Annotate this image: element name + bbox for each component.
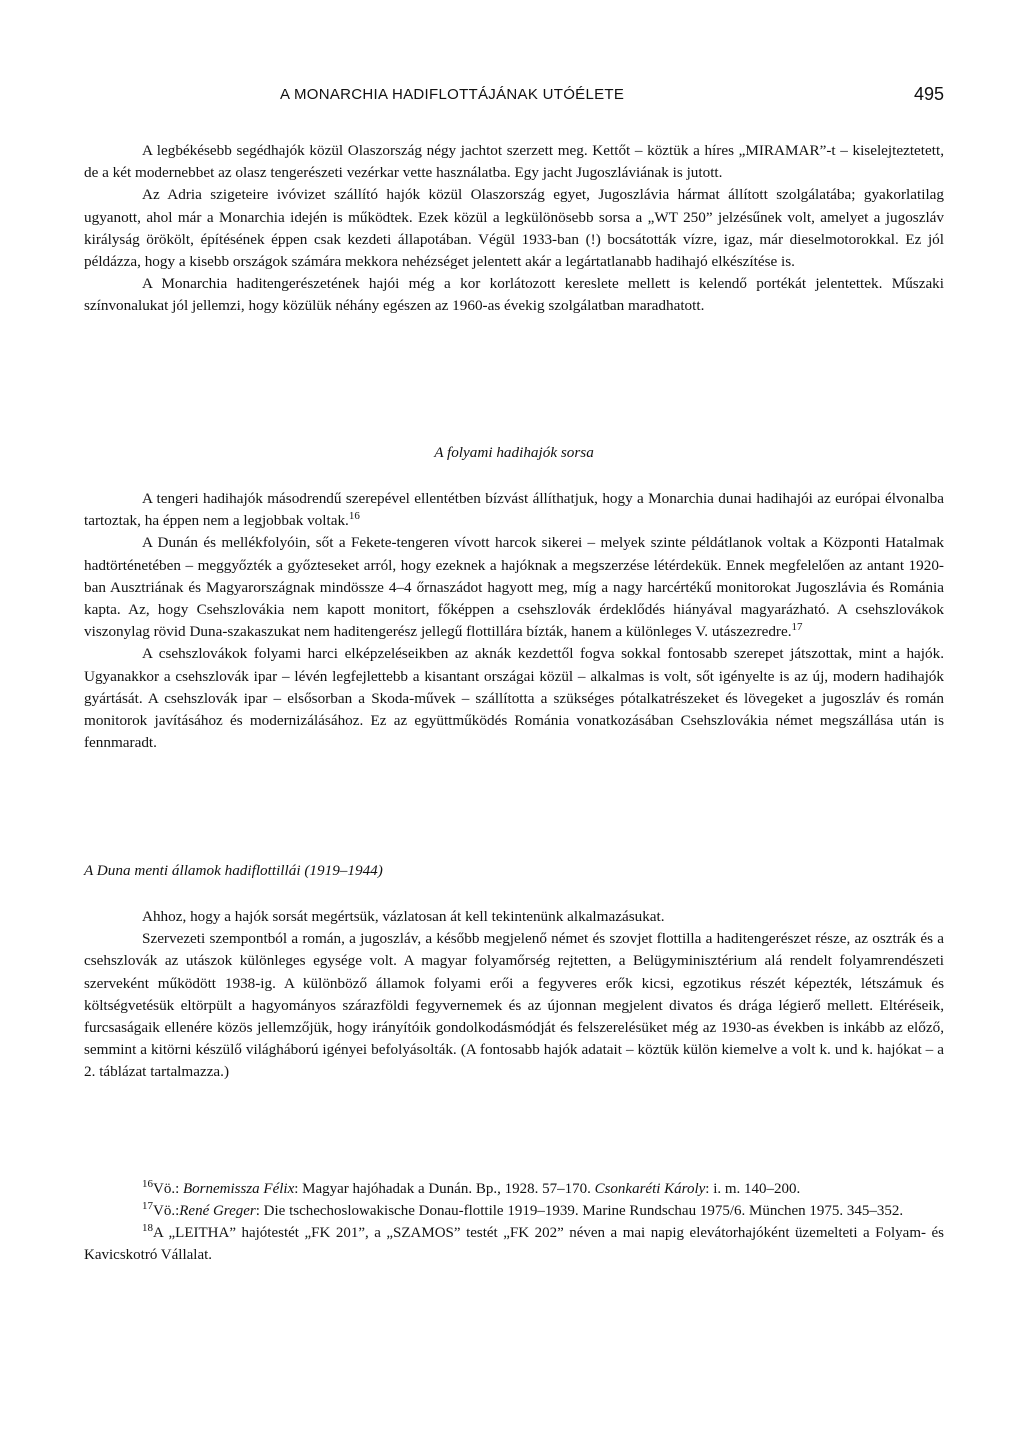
footnote-text: : i. m. 140–200.: [705, 1181, 801, 1197]
footnote-text: Vö.:: [153, 1181, 183, 1197]
paragraph: [84, 643, 944, 754]
document-page: [84, 70, 944, 1420]
footnote-author: Csonkaréti Károly: [594, 1181, 706, 1197]
footnote: [84, 1222, 944, 1266]
footnote-number: 16: [142, 1178, 153, 1190]
footnote-text: : Magyar hajóhadak a Dunán. Bp., 1928. 57–170.: [294, 1181, 595, 1197]
footnotes: [84, 1178, 944, 1266]
paragraph: A legbékésebb segédhajók közül Olaszország négy jachtot szerzett meg. Kettőt – köztük a híres „MIRAMAR”-t – kiselejteztetett, de a két modernebbet az olasz tengerészeti vezérkar vette használatba. Egy jacht Jugoszláviának is jutott.: [84, 142, 944, 182]
footnote-text: Vö.:: [153, 1203, 180, 1219]
footnote-author: René Greger: [179, 1203, 256, 1219]
paragraph: [84, 532, 944, 643]
footnote-reference: 17: [791, 621, 803, 634]
footnote: [84, 1178, 944, 1200]
footnote-number: 18: [142, 1222, 153, 1234]
paragraph-text: A tengeri hadihajók másodrendű szerepével ellentétben bízvást állíthatjuk, hogy a Monarchia dunai hadihajói az európai élvonalba tartoztak, ha éppen nem a legjobbak voltak.: [84, 490, 944, 530]
intro-text: [84, 140, 944, 318]
paragraph: Az Adria szigeteire ivóvizet szállító hajók közül Olaszország egyet, Jugoszlávia hármat állított szolgálatába; gyakorlatilag ugyanott, ahol már a Monarchia idején is működtek. Ezek közül a legkülönösebb sorsa a „WT 250” jelzésűnek volt, amelyet a jugoszláv királyság örökölt, építésének éppen csak kezdeti állapotában. Végül 1933-ban (!) bocsátották vízre, igaz, már dieselmotorokkal. Ez jól példázza, hogy a kisebb országok számára mekkora nehézséget jelentett akár a legártatlanabb hadihajó elkészítése is.: [84, 186, 944, 271]
section-body: [84, 488, 944, 754]
footnote-author: Bornemissza Félix: [183, 1181, 295, 1197]
paragraph-text: A Dunán és mellékfolyóin, sőt a Fekete-tengeren vívott harcok sikerei – melyek szinte példátlanok voltak a Központi Hatalmak hadtörténetében – meggyőzték a győzteseket arról, hogy ezeknek a hajóknak a megszerzése létérdekük. Ennek megfelelően az antant 1920-ban Ausztriának és Magyarországnak mindössze 4–4 őrnaszádot hagyott meg, míg a nagy harcértékű monitorokat Jugoszlávia és Románia kapta. Az, hogy Csehszlovákia nem kapott monitort, főképpen a csehszlovák érdeklődés hiányával magyarázható. A csehszlovákok viszonylag rövid Duna-szakaszukat nem haditengerész jellegű flottillára bízták, hanem a különleges V. utászezredre.: [84, 534, 944, 641]
paragraph: Ahhoz, hogy a hajók sorsát megértsük, vázlatosan át kell tekintenünk alkalmazásukat.: [142, 908, 665, 925]
paragraph: A Monarchia haditengerészetének hajói még a kor korlátozott kereslete mellett is kelendő portékát jelentettek. Műszaki színvonalukat jól jellemzi, hogy közülük néhány egészen az 1960-as évekig szolgálatban maradhatott.: [84, 275, 944, 315]
paragraph: [84, 488, 944, 532]
footnote-text: : Die tschechoslowakische Donau-flottile 1919–1939. Marine Rundschau 1975/6. München 1975. 345–352.: [255, 1203, 904, 1219]
page-number: 495: [913, 84, 944, 104]
section-heading: A Duna menti államok hadiflottillái (1919–1944): [84, 862, 383, 879]
paragraph-text: A csehszlovákok folyami harci elképzeléseikben az aknák kezdettől fogva sokkal fontosabb szerepet játszottak, mint a hajók. Ugyanakkor a csehszlovák ipar – lévén legfejlettebb a kisantant országai közül – alkalmas is volt, sőt igényelte is az új, modern hadihajók gyártását. A csehszlovák ipar – elsősorban a Skoda-művek – szállította a szükséges pótalkatrészeket és lövegeket a jugoszláv és román monitorok javításához és modernizálásához. Ez az együttműködés Románia vonatkozásában Csehszlovákia német megszállása után is fennmaradt.: [84, 645, 944, 752]
running-header: [84, 82, 944, 112]
paragraph: Szervezeti szempontból a román, a jugoszláv, a később megjelenő német és szovjet flottilla a haditengerészet része, az osztrák és a csehszlovák az utászok különleges egysége volt. A magyar folyamőrség rejtetten, a Belügyminisztérium alá rendelt folyamrendészeti szerveként működött 1938-ig. A különböző államok folyami erői a fegyveres erők kicsi, egzotikus részét képezték, létszámuk és költségvetésük eltörpült a hagyományos szárazföldi fegyvernemek és az újonnan megjelent divatos és drága légierő mellett. Eltéréseik, furcsaságaik ellenére közös jellemzőjük, hogy irányítóik gondolkodásmódját és felszerelésüket még az 1930-as években is inkább az előző, semmint a kitörni készülő világháború igényei befolyásolták. (A fontosabb hajók adatait – köztük külön kiemelve a volt k. und k. hajókat – a 2. táblázat tartalmazza.): [84, 930, 944, 1081]
footnote: [84, 1200, 944, 1222]
section-body: [84, 906, 944, 1084]
section-heading: A folyami hadihajók sorsa: [434, 444, 594, 461]
footnote-text: A „LEITHA” hajótestét „FK 201”, a „SZAMOS” testét „FK 202” néven a mai napig elevátorhajóként üzemelteti a Folyam- és Kavicskotró Vállalat.: [84, 1225, 944, 1263]
footnote-number: 17: [142, 1200, 153, 1212]
running-title: A MONARCHIA HADIFLOTTÁJÁNAK UTÓÉLETE: [280, 86, 625, 103]
footnote-reference: 16: [348, 510, 360, 523]
